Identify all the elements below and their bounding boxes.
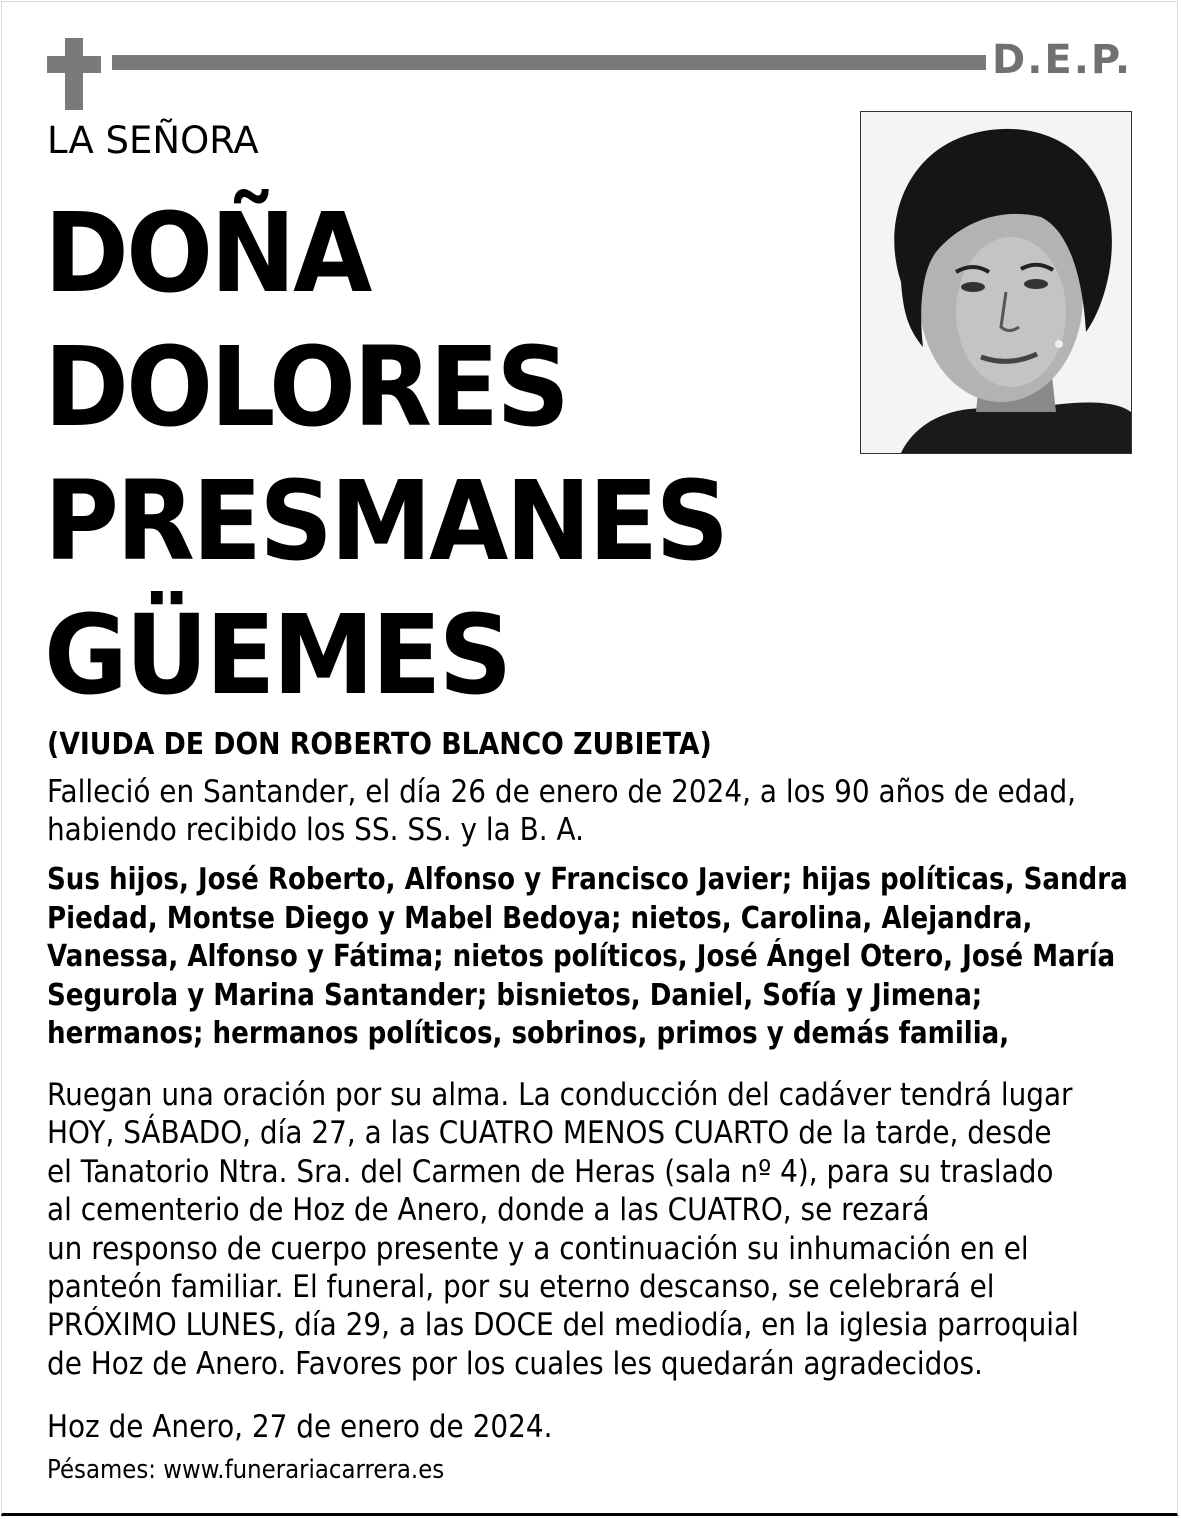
death-line: habiendo recibido los SS. SS. y la B. A. (47, 812, 584, 849)
death-line: Falleció en Santander, el día 26 de enero de 2024, a los 90 años de edad, (47, 774, 1077, 810)
service-line: un responso de cuerpo presente y a continuación su inhumación en el (47, 1230, 1029, 1267)
portrait-photo (860, 111, 1132, 454)
name-line: DOLORES (44, 323, 568, 451)
service-line: Ruegan una oración por su alma. La conducción del cadáver tendrá lugar (47, 1077, 1073, 1113)
name-line: DOÑA (44, 189, 370, 317)
family-line: Piedad, Montse Diego y Mabel Bedoya; nietos, Carolina, Alejandra, (47, 900, 1033, 936)
condolences-link[interactable]: Pésames: www.funerariacarrera.es (47, 1455, 445, 1485)
service-line: al cementerio de Hoz de Anero, donde a las CUATRO, se rezará (47, 1192, 930, 1229)
dep-label: D.E.P. (992, 37, 1133, 83)
intro-text: LA SEÑORA (47, 119, 259, 162)
service-line: panteón familiar. El funeral, por su eterno descanso, se celebrará el (47, 1269, 995, 1306)
service-line: el Tanatorio Ntra. Sra. del Carmen de Heras (sala nº 4), para su traslado (47, 1153, 1054, 1190)
widow-note: (VIUDA DE DON ROBERTO BLANCO ZUBIETA) (47, 727, 712, 762)
family-line: Segurola y Marina Santander; bisnietos, Daniel, Sofía y Jimena; (47, 977, 983, 1013)
header-rule (112, 55, 986, 70)
cross-icon (47, 38, 101, 110)
family-line: hermanos; hermanos políticos, sobrinos, primos y demás familia, (47, 1016, 1010, 1051)
family-line: Sus hijos, José Roberto, Alfonso y Francisco Javier; hijas políticas, Sandra (47, 862, 1128, 897)
service-details (47, 1076, 1079, 1383)
family-list (47, 861, 1128, 1054)
deceased-name (44, 186, 726, 722)
name-line: PRESMANES (44, 457, 727, 585)
service-line: de Hoz de Anero. Favores por los cuales les quedarán agradecidos. (47, 1345, 983, 1382)
service-line: PRÓXIMO LUNES, día 29, a las DOCE del mediodía, en la iglesia parroquial (47, 1307, 1079, 1344)
family-line: Vanessa, Alfonso y Fátima; nietos políticos, José Ángel Otero, José María (47, 939, 1116, 974)
death-notice (47, 773, 1076, 850)
place-date: Hoz de Anero, 27 de enero de 2024. (47, 1409, 553, 1445)
service-line: HOY, SÁBADO, día 27, a las CUATRO MENOS CUARTO de la tarde, desde (47, 1115, 1052, 1152)
name-line: GÜEMES (44, 591, 510, 719)
